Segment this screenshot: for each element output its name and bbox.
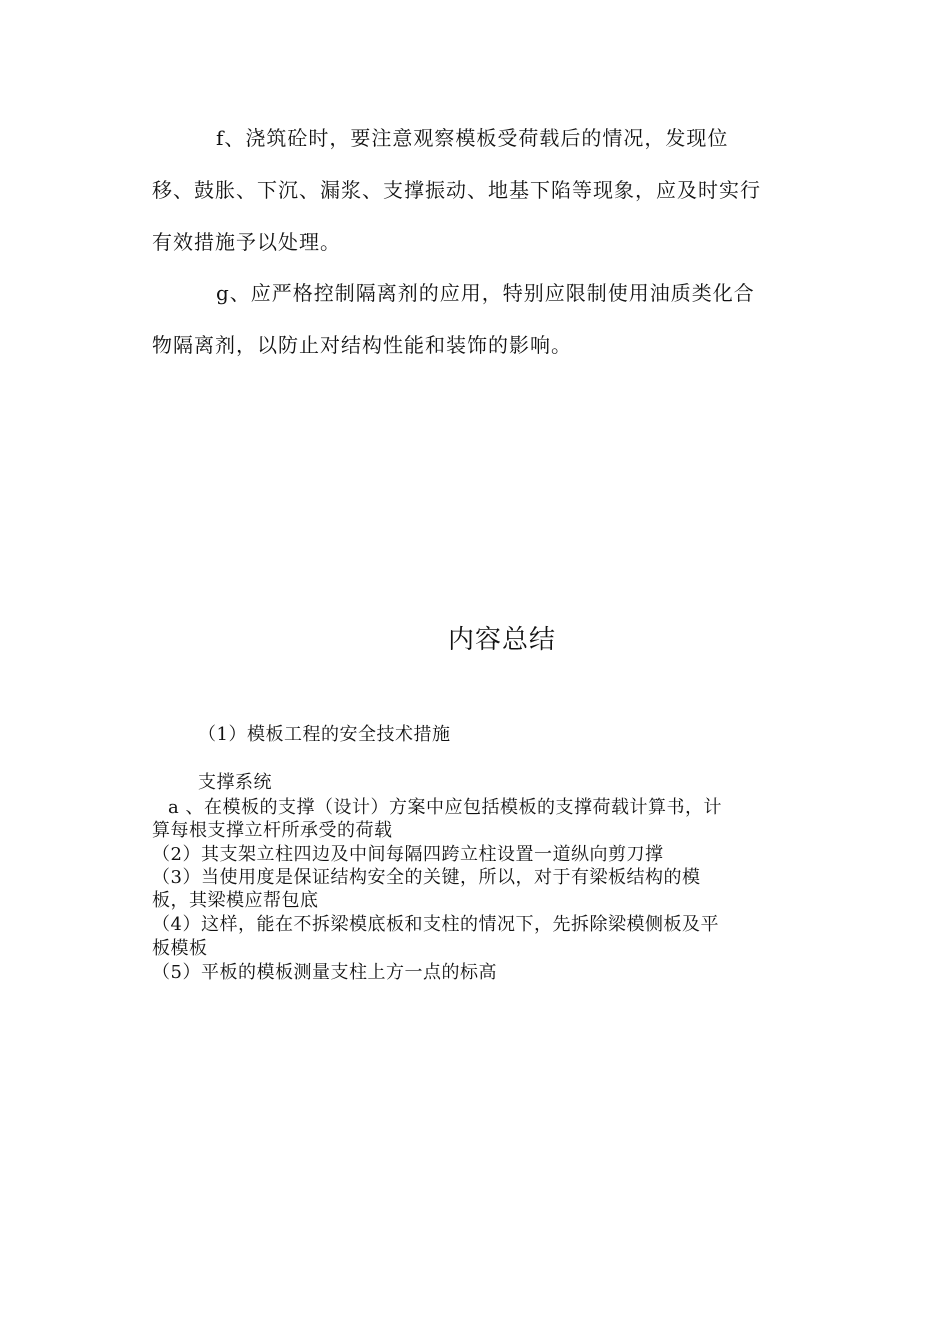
summary-item-4-line-2: 板模板	[152, 938, 208, 959]
summary-item-3-line-2: 板，其梁模应帮包底	[152, 890, 319, 911]
summary-item-4-line-1: （4）这样，能在不拆梁模底板和支柱的情况下，先拆除梁模侧板及平	[152, 914, 719, 935]
paragraph-f-line-2: 移、鼓胀、下沉、漏浆、支撑振动、地基下陷等现象，应及时实行	[152, 178, 761, 202]
paragraph-g-line-1: g、应严格控制隔离剂的应用，特别应限制使用油质类化合	[216, 281, 755, 305]
summary-item-a-line-2: 算每根支撑立杆所承受的荷载	[152, 820, 393, 841]
paragraph-f-line-3: 有效措施予以处理。	[152, 230, 341, 254]
summary-title: 内容总结	[448, 625, 557, 655]
summary-item-2: （2）其支架立柱四边及中间每隔四跨立柱设置一道纵向剪刀撑	[152, 844, 664, 865]
paragraph-f-line-1: f、浇筑砼时，要注意观察模板受荷载后的情况，发现位	[216, 126, 729, 150]
summary-item-5: （5）平板的模板测量支柱上方一点的标高	[152, 962, 497, 983]
paragraph-g-line-2: 物隔离剂，以防止对结构性能和装饰的影响。	[152, 333, 572, 357]
summary-item-1: （1）模板工程的安全技术措施	[198, 724, 451, 745]
summary-item-a-line-1: a 、在模板的支撑（设计）方案中应包括模板的支撑荷载计算书，计	[168, 797, 722, 818]
summary-item-3-line-1: （3）当使用度是保证结构安全的关键，所以，对于有梁板结构的模	[152, 867, 701, 888]
summary-sub-heading: 支撑系统	[198, 772, 272, 793]
